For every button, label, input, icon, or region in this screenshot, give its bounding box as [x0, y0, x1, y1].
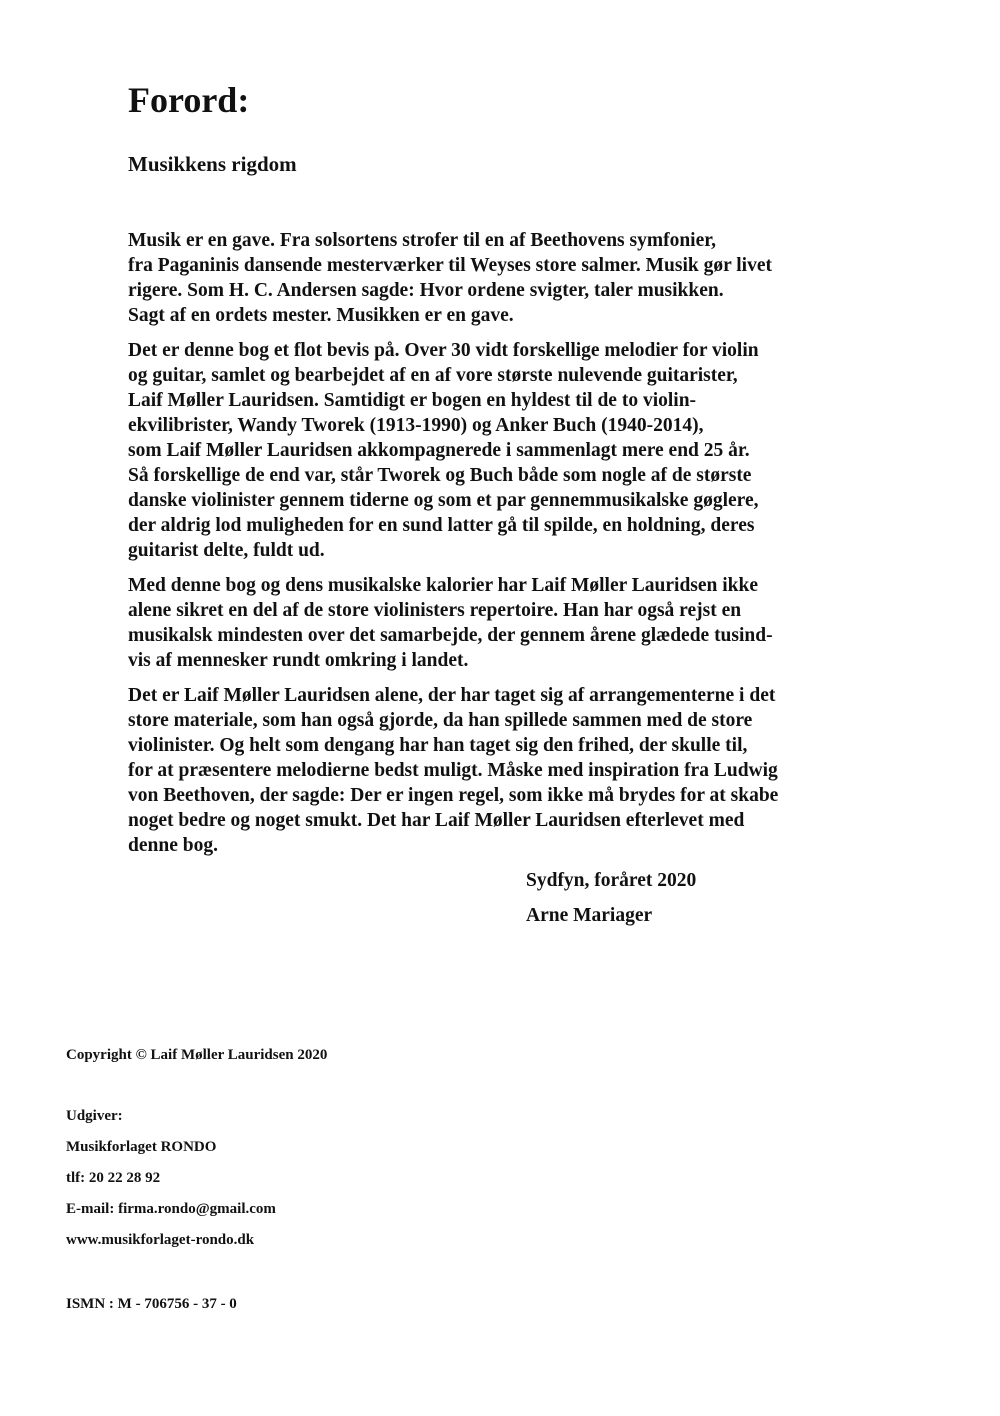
signature-author: Arne Mariager: [526, 905, 653, 926]
text-line: von Beethoven, der sagde: Der er ingen regel, som ikke må brydes for at skabe: [128, 785, 779, 806]
page-subtitle: Musikkens rigdom: [128, 152, 297, 176]
text-line: alene sikret en del af de store violinisters repertoire. Han har også rejst en: [128, 600, 742, 621]
paragraph-1: [128, 228, 818, 328]
text-line: guitarist delte, fuldt ud.: [128, 540, 325, 561]
text-line: denne bog.: [128, 835, 218, 856]
paragraph-2: [128, 338, 818, 563]
text-line: noget bedre og noget smukt. Det har Laif Møller Lauridsen efterlevet med: [128, 810, 745, 831]
ismn-number: ISMN : M - 706756 - 37 - 0: [66, 1296, 237, 1312]
copyright-notice: Copyright © Laif Møller Lauridsen 2020: [66, 1047, 328, 1063]
text-line: Det er denne bog et flot bevis på. Over 30 vidt forskellige melodier for violin: [128, 340, 759, 361]
text-line: Med denne bog og dens musikalske kalorier har Laif Møller Lauridsen ikke: [128, 575, 759, 596]
publisher-label: Udgiver:: [66, 1108, 123, 1124]
text-line: Så forskellige de end var, står Tworek og Buch både som nogle af de største: [128, 465, 752, 486]
text-line: ekvilibrister, Wandy Tworek (1913-1990) og Anker Buch (1940-2014),: [128, 415, 704, 436]
text-line: Sagt af en ordets mester. Musikken er en gave.: [128, 305, 514, 326]
text-line: musikalsk mindesten over det samarbejde, der gennem årene glædede tusind-: [128, 625, 773, 646]
text-line: for at præsentere melodierne bedst muligt. Måske med inspiration fra Ludwig: [128, 760, 778, 781]
text-line: der aldrig lod muligheden for en sund latter gå til spilde, en holdning, deres: [128, 515, 755, 536]
text-line: Musik er en gave. Fra solsortens strofer til en af Beethovens symfonier,: [128, 230, 716, 251]
publisher-phone: tlf: 20 22 28 92: [66, 1170, 161, 1186]
text-line: Det er Laif Møller Lauridsen alene, der har taget sig af arrangementerne i det: [128, 685, 776, 706]
publisher-block: [66, 1106, 276, 1261]
publisher-website: www.musikforlaget-rondo.dk: [66, 1232, 255, 1248]
text-line: violinister. Og helt som dengang har han taget sig den frihed, der skulle til,: [128, 735, 748, 756]
foreword-body: [128, 228, 818, 868]
signature-block: [526, 868, 696, 938]
text-line: vis af mennesker rundt omkring i landet.: [128, 650, 469, 671]
text-line: rigere. Som H. C. Andersen sagde: Hvor ordene svigter, taler musikken.: [128, 280, 724, 301]
text-line: fra Paganinis dansende mesterværker til Weyses store salmer. Musik gør livet: [128, 255, 772, 276]
text-line: store materiale, som han også gjorde, da han spillede sammen med de store: [128, 710, 753, 731]
text-line: Laif Møller Lauridsen. Samtidigt er bogen en hyldest til de to violin-: [128, 390, 697, 411]
paragraph-3: [128, 573, 818, 673]
publisher-email: E-mail: firma.rondo@gmail.com: [66, 1201, 276, 1217]
text-line: danske violinister gennem tiderne og som et par gennemmusikalske gøglere,: [128, 490, 759, 511]
paragraph-4: [128, 683, 818, 858]
page-title: Forord:: [128, 80, 250, 120]
text-line: som Laif Møller Lauridsen akkompagnerede i sammenlagt mere end 25 år.: [128, 440, 750, 461]
text-line: og guitar, samlet og bearbejdet af en af vore største nulevende guitarister,: [128, 365, 738, 386]
publisher-name: Musikforlaget RONDO: [66, 1139, 217, 1155]
signature-place-date: Sydfyn, foråret 2020: [526, 870, 697, 891]
